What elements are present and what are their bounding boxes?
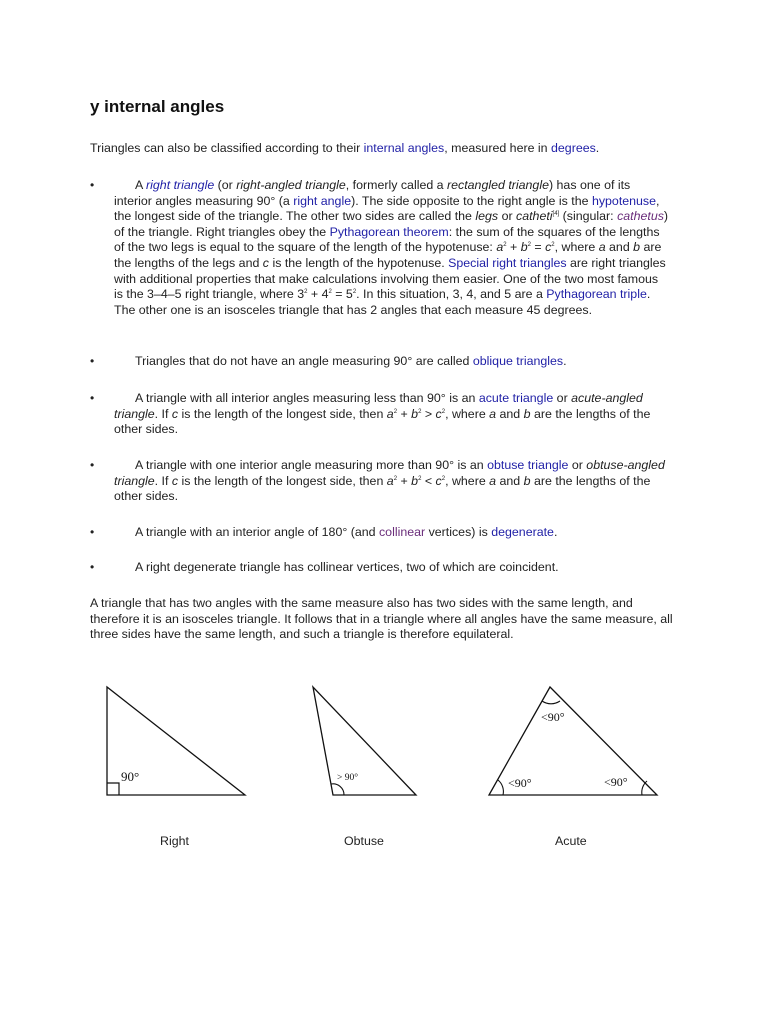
degrees-link[interactable]: degrees <box>551 141 596 155</box>
right-angle-label: 90° <box>121 769 140 784</box>
right-triangle-link[interactable]: right triangle <box>146 178 215 192</box>
section-heading: y internal angles <box>90 97 225 116</box>
bullet-marker: • <box>90 391 95 405</box>
cathetus-link[interactable]: cathetus <box>617 209 664 224</box>
pythagorean-theorem-link[interactable]: Pythagorean theorem <box>329 224 449 239</box>
left-angle-label: <90° <box>508 776 532 790</box>
bullet-marker: • <box>90 354 95 368</box>
obtuse-angle-label: > 90° <box>337 773 359 783</box>
right-angle-marker <box>107 783 119 795</box>
bullet-marker: • <box>90 178 95 192</box>
top-angle-arc <box>542 701 560 704</box>
acute-triangle-link[interactable]: acute triangle <box>478 391 554 405</box>
pythagorean-triple-link[interactable]: Pythagorean triple <box>546 287 647 302</box>
right-angle-link[interactable]: right angle <box>293 193 352 208</box>
right-angle-label: <90° <box>604 775 628 789</box>
closing-paragraph: A triangle that has two angles with the same measure also has two sides with the same length, and therefore it is an isosceles triangle. It follows that in a triangle where all angles have the same measure, all three sides have the same length, and such a triangle is therefore equilateral. <box>90 596 673 642</box>
top-angle-label: <90° <box>541 710 565 724</box>
obtuse-triangle-shape <box>313 687 416 795</box>
right-angle-arc <box>642 781 647 795</box>
degenerate-link[interactable]: degenerate <box>491 525 554 539</box>
intro-paragraph: Triangles can also be classified according to their internal angles, measured here in degrees. <box>90 141 600 155</box>
bullet-marker: • <box>90 560 95 574</box>
right-caption: Right <box>160 834 189 848</box>
left-angle-arc <box>498 780 503 795</box>
obtuse-caption: Obtuse <box>344 834 384 848</box>
obtuse-triangle-link[interactable]: obtuse triangle <box>487 458 569 472</box>
footnote-ref[interactable]: [4] <box>552 211 560 218</box>
collinear-link[interactable]: collinear <box>378 525 426 539</box>
special-right-triangles-link[interactable]: Special right triangles <box>448 255 567 270</box>
internal-angles-link[interactable]: internal angles <box>363 141 445 155</box>
acute-caption: Acute <box>555 834 587 848</box>
obtuse-triangle-figure <box>306 680 422 802</box>
bullet-marker: • <box>90 458 95 472</box>
acute-triangle-figure <box>484 680 664 802</box>
right-triangle-figure <box>100 680 252 802</box>
hypotenuse-link[interactable]: hypotenuse <box>591 193 657 208</box>
oblique-triangles-link[interactable]: oblique triangles <box>472 354 564 368</box>
bullet-marker: • <box>90 525 95 539</box>
